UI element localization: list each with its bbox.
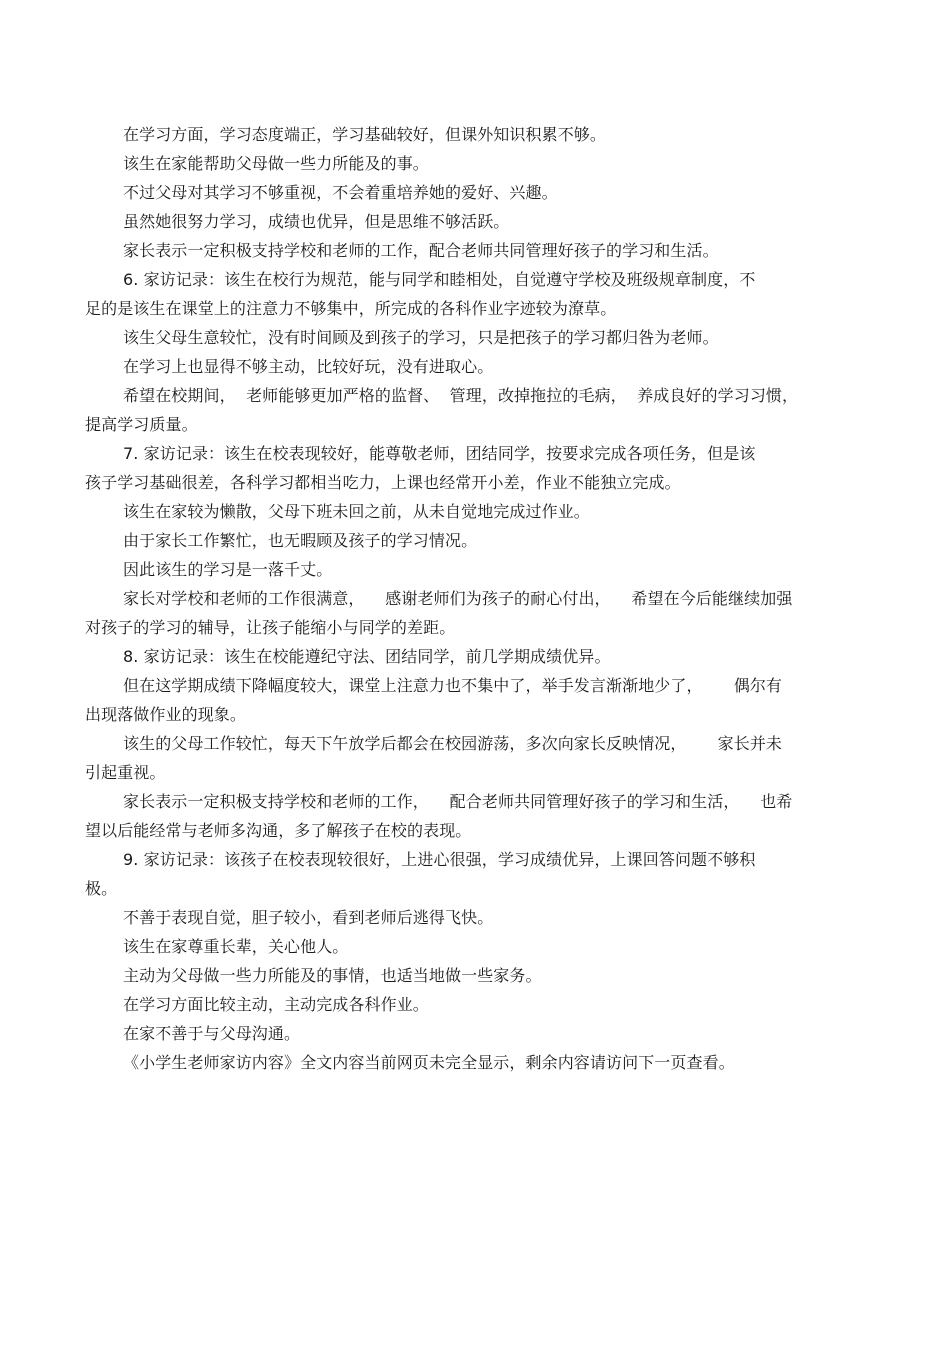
text-line: 孩子学习基础很差，各科学习都相当吃力，上课也经常开小差，作业不能独立完成。: [85, 473, 681, 492]
text-line: 极。: [85, 879, 118, 898]
text-line: 主动为父母做一些力所能及的事情，也适当地做一些家务。: [123, 966, 542, 985]
text-line: 望以后能经常与老师多沟通，多了解孩子在校的表现。: [85, 821, 472, 840]
text-line: 7. 家访记录：该生在校表现较好，能尊敬老师，团结同学，按要求完成各项任务，但是该: [123, 444, 756, 463]
text-line: 由于家长工作繁忙，也无暇顾及孩子的学习情况。: [123, 531, 478, 550]
text-line: 因此该生的学习是一落千丈。: [123, 560, 333, 579]
document-body: [85, 120, 865, 1077]
text-line: 在学习方面比较主动，主动完成各科作业。: [123, 995, 429, 1014]
text-line: 家长对学校和老师的工作很满意， 感谢老师们为孩子的耐心付出， 希望在今后能继续加强: [123, 589, 793, 608]
text-line: 在学习上也显得不够主动，比较好玩，没有进取心。: [123, 357, 494, 376]
text-line: 出现落做作业的现象。: [85, 705, 247, 724]
text-line: 引起重视。: [85, 763, 166, 782]
text-line: 对孩子的学习的辅导，让孩子能缩小与同学的差距。: [85, 618, 456, 637]
text-line: 8. 家访记录：该生在校能遵纪守法、团结同学，前几学期成绩优异。: [123, 647, 611, 666]
text-line: 该生父母生意较忙，没有时间顾及到孩子的学习，只是把孩子的学习都归咎为老师。: [123, 328, 719, 347]
text-line: 不过父母对其学习不够重视，不会着重培养她的爱好、兴趣。: [123, 183, 558, 202]
text-line: 6. 家访记录：该生在校行为规范，能与同学和睦相处，自觉遵守学校及班级规章制度，不: [123, 270, 756, 289]
footer-notice: 《小学生老师家访内容》全文内容当前网页未完全显示，剩余内容请访问下一页查看。: [123, 1053, 735, 1072]
text-line: 不善于表现自觉，胆子较小，看到老师后逃得飞快。: [123, 908, 494, 927]
text-line: 家长表示一定积极支持学校和老师的工作， 配合老师共同管理好孩子的学习和生活， 也希: [123, 792, 793, 811]
text-line: 9. 家访记录：该孩子在校表现较很好，上进心很强，学习成绩优异，上课回答问题不够积: [123, 850, 756, 869]
text-line: 在学习方面，学习态度端正，学习基础较好，但课外知识积累不够。: [123, 125, 607, 144]
text-line: 提高学习质量。: [85, 415, 198, 434]
text-line: 家长表示一定积极支持学校和老师的工作，配合老师共同管理好孩子的学习和生活。: [123, 241, 719, 260]
text-line: 虽然她很努力学习，成绩也优异，但是思维不够活跃。: [123, 212, 510, 231]
text-line: 但在这学期成绩下降幅度较大，课堂上注意力也不集中了，举手发言渐渐地少了， 偶尔有: [123, 676, 783, 695]
text-line: 该生在家能帮助父母做一些力所能及的事。: [123, 154, 429, 173]
text-line: 希望在校期间， 老师能够更加严格的监督、 管理，改掉拖拉的毛病， 养成良好的学习习惯，: [123, 386, 799, 405]
text-line: 该生在家较为懒散，父母下班未回之前，从未自觉地完成过作业。: [123, 502, 590, 521]
text-line: 在家不善于与父母沟通。: [123, 1024, 301, 1043]
text-line: 该生的父母工作较忙，每天下午放学后都会在校园游荡，多次向家长反映情况， 家长并未: [123, 734, 783, 753]
text-line: 该生在家尊重长辈，关心他人。: [123, 937, 349, 956]
text-line: 足的是该生在课堂上的注意力不够集中，所完成的各科作业字迹较为潦草。: [85, 299, 617, 318]
